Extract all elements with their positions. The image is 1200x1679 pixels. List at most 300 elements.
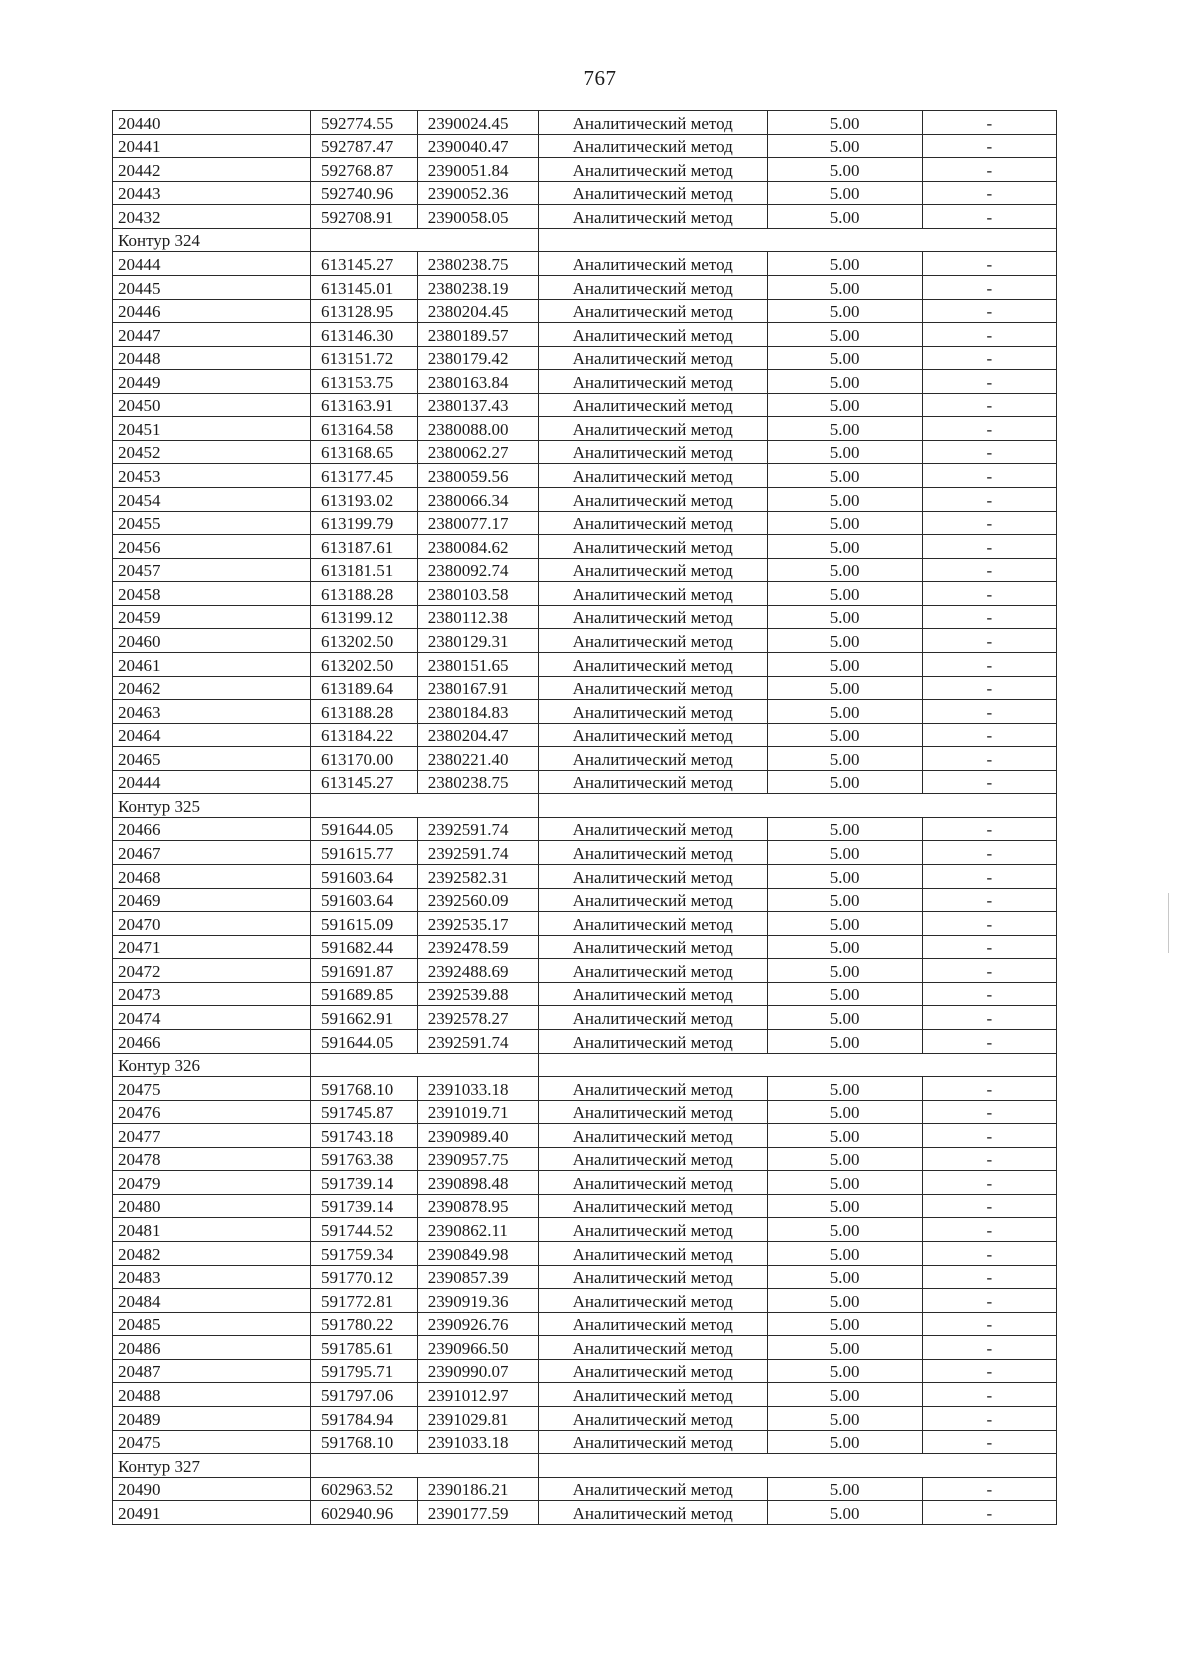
point-row (113, 1006, 1057, 1030)
accuracy-cell: 5.00 (767, 134, 922, 158)
x-coordinate-cell: 591759.34 (311, 1242, 418, 1266)
accuracy-cell: 5.00 (767, 1124, 922, 1148)
note-cell: - (922, 1359, 1056, 1383)
y-coordinate-cell: 2390051.84 (417, 158, 538, 182)
note-cell: - (922, 1430, 1056, 1454)
note-cell: - (922, 817, 1056, 841)
method-cell: Аналитический метод (538, 1171, 767, 1195)
method-cell: Аналитический метод (538, 1430, 767, 1454)
coordinates-table (112, 110, 1057, 1525)
point-id-cell: 20474 (113, 1006, 311, 1030)
x-coordinate-cell: 591743.18 (311, 1124, 418, 1148)
note-cell: - (922, 181, 1056, 205)
point-id-cell: 20450 (113, 393, 311, 417)
point-id-cell: 20444 (113, 252, 311, 276)
accuracy-cell: 5.00 (767, 1194, 922, 1218)
x-coordinate-cell: 613202.50 (311, 629, 418, 653)
x-coordinate-cell: 591739.14 (311, 1171, 418, 1195)
y-coordinate-cell: 2380238.19 (417, 275, 538, 299)
method-cell: Аналитический метод (538, 323, 767, 347)
method-cell: Аналитический метод (538, 1194, 767, 1218)
method-cell: Аналитический метод (538, 1147, 767, 1171)
note-cell: - (922, 1006, 1056, 1030)
x-coordinate-cell: 591644.05 (311, 1029, 418, 1053)
x-coordinate-cell: 592740.96 (311, 181, 418, 205)
point-id-cell: 20440 (113, 111, 311, 135)
method-cell: Аналитический метод (538, 205, 767, 229)
y-coordinate-cell: 2390862.11 (417, 1218, 538, 1242)
point-row (113, 865, 1057, 889)
method-cell: Аналитический метод (538, 1383, 767, 1407)
x-coordinate-cell: 591744.52 (311, 1218, 418, 1242)
empty-cell (311, 1454, 539, 1478)
accuracy-cell: 5.00 (767, 935, 922, 959)
point-id-cell: 20489 (113, 1406, 311, 1430)
y-coordinate-cell: 2390926.76 (417, 1312, 538, 1336)
point-id-cell: 20483 (113, 1265, 311, 1289)
point-row (113, 393, 1057, 417)
x-coordinate-cell: 592708.91 (311, 205, 418, 229)
x-coordinate-cell: 602940.96 (311, 1501, 418, 1525)
note-cell: - (922, 1100, 1056, 1124)
point-id-cell: 20451 (113, 417, 311, 441)
point-id-cell: 20453 (113, 464, 311, 488)
accuracy-cell: 5.00 (767, 205, 922, 229)
point-row (113, 323, 1057, 347)
x-coordinate-cell: 613187.61 (311, 535, 418, 559)
point-id-cell: 20466 (113, 1029, 311, 1053)
y-coordinate-cell: 2380221.40 (417, 747, 538, 771)
y-coordinate-cell: 2392591.74 (417, 817, 538, 841)
x-coordinate-cell: 591682.44 (311, 935, 418, 959)
note-cell: - (922, 488, 1056, 512)
point-id-cell: 20448 (113, 346, 311, 370)
point-id-cell: 20472 (113, 959, 311, 983)
point-id-cell: 20441 (113, 134, 311, 158)
note-cell: - (922, 1194, 1056, 1218)
note-cell: - (922, 111, 1056, 135)
method-cell: Аналитический метод (538, 440, 767, 464)
point-id-cell: 20469 (113, 888, 311, 912)
point-row (113, 1124, 1057, 1148)
x-coordinate-cell: 591745.87 (311, 1100, 418, 1124)
note-cell: - (922, 1265, 1056, 1289)
y-coordinate-cell: 2390024.45 (417, 111, 538, 135)
x-coordinate-cell: 591785.61 (311, 1336, 418, 1360)
accuracy-cell: 5.00 (767, 888, 922, 912)
point-id-cell: 20463 (113, 700, 311, 724)
contour-header-row (113, 794, 1057, 818)
point-id-cell: 20447 (113, 323, 311, 347)
x-coordinate-cell: 591603.64 (311, 865, 418, 889)
empty-cell (538, 228, 1056, 252)
point-row (113, 205, 1057, 229)
empty-cell (538, 1053, 1056, 1077)
x-coordinate-cell: 613164.58 (311, 417, 418, 441)
point-row (113, 841, 1057, 865)
y-coordinate-cell: 2392488.69 (417, 959, 538, 983)
method-cell: Аналитический метод (538, 252, 767, 276)
note-cell: - (922, 417, 1056, 441)
point-row (113, 1194, 1057, 1218)
x-coordinate-cell: 613177.45 (311, 464, 418, 488)
method-cell: Аналитический метод (538, 535, 767, 559)
accuracy-cell: 5.00 (767, 346, 922, 370)
point-row (113, 440, 1057, 464)
point-id-cell: 20444 (113, 770, 311, 794)
note-cell: - (922, 134, 1056, 158)
contour-label: Контур 325 (113, 794, 311, 818)
x-coordinate-cell: 613181.51 (311, 558, 418, 582)
point-id-cell: 20458 (113, 582, 311, 606)
y-coordinate-cell: 2391019.71 (417, 1100, 538, 1124)
point-row (113, 464, 1057, 488)
y-coordinate-cell: 2391012.97 (417, 1383, 538, 1407)
note-cell: - (922, 700, 1056, 724)
method-cell: Аналитический метод (538, 935, 767, 959)
note-cell: - (922, 676, 1056, 700)
y-coordinate-cell: 2380129.31 (417, 629, 538, 653)
note-cell: - (922, 841, 1056, 865)
note-cell: - (922, 393, 1056, 417)
accuracy-cell: 5.00 (767, 464, 922, 488)
method-cell: Аналитический метод (538, 181, 767, 205)
y-coordinate-cell: 2380059.56 (417, 464, 538, 488)
point-id-cell: 20467 (113, 841, 311, 865)
point-id-cell: 20445 (113, 275, 311, 299)
point-row (113, 700, 1057, 724)
y-coordinate-cell: 2391033.18 (417, 1077, 538, 1101)
point-row (113, 1406, 1057, 1430)
y-coordinate-cell: 2391033.18 (417, 1430, 538, 1454)
point-id-cell: 20432 (113, 205, 311, 229)
accuracy-cell: 5.00 (767, 323, 922, 347)
method-cell: Аналитический метод (538, 1289, 767, 1313)
point-row (113, 1289, 1057, 1313)
method-cell: Аналитический метод (538, 912, 767, 936)
accuracy-cell: 5.00 (767, 1006, 922, 1030)
method-cell: Аналитический метод (538, 1406, 767, 1430)
point-id-cell: 20449 (113, 370, 311, 394)
method-cell: Аналитический метод (538, 488, 767, 512)
point-id-cell: 20491 (113, 1501, 311, 1525)
point-row (113, 982, 1057, 1006)
accuracy-cell: 5.00 (767, 1029, 922, 1053)
accuracy-cell: 5.00 (767, 1147, 922, 1171)
point-id-cell: 20461 (113, 652, 311, 676)
point-row (113, 1077, 1057, 1101)
method-cell: Аналитический метод (538, 1029, 767, 1053)
point-id-cell: 20481 (113, 1218, 311, 1242)
accuracy-cell: 5.00 (767, 676, 922, 700)
method-cell: Аналитический метод (538, 652, 767, 676)
y-coordinate-cell: 2380066.34 (417, 488, 538, 512)
accuracy-cell: 5.00 (767, 865, 922, 889)
accuracy-cell: 5.00 (767, 1242, 922, 1266)
x-coordinate-cell: 591615.09 (311, 912, 418, 936)
accuracy-cell: 5.00 (767, 817, 922, 841)
note-cell: - (922, 770, 1056, 794)
y-coordinate-cell: 2380163.84 (417, 370, 538, 394)
y-coordinate-cell: 2392591.74 (417, 1029, 538, 1053)
x-coordinate-cell: 591770.12 (311, 1265, 418, 1289)
y-coordinate-cell: 2380167.91 (417, 676, 538, 700)
point-row (113, 1430, 1057, 1454)
point-row (113, 1383, 1057, 1407)
point-row (113, 817, 1057, 841)
method-cell: Аналитический метод (538, 723, 767, 747)
y-coordinate-cell: 2392560.09 (417, 888, 538, 912)
note-cell: - (922, 629, 1056, 653)
point-id-cell: 20476 (113, 1100, 311, 1124)
point-row (113, 275, 1057, 299)
y-coordinate-cell: 2380179.42 (417, 346, 538, 370)
accuracy-cell: 5.00 (767, 488, 922, 512)
contour-header-row (113, 228, 1057, 252)
point-id-cell: 20465 (113, 747, 311, 771)
note-cell: - (922, 652, 1056, 676)
point-row (113, 134, 1057, 158)
x-coordinate-cell: 613202.50 (311, 652, 418, 676)
y-coordinate-cell: 2390966.50 (417, 1336, 538, 1360)
accuracy-cell: 5.00 (767, 629, 922, 653)
note-cell: - (922, 1477, 1056, 1501)
note-cell: - (922, 1312, 1056, 1336)
accuracy-cell: 5.00 (767, 111, 922, 135)
point-id-cell: 20487 (113, 1359, 311, 1383)
y-coordinate-cell: 2380062.27 (417, 440, 538, 464)
method-cell: Аналитический метод (538, 817, 767, 841)
method-cell: Аналитический метод (538, 841, 767, 865)
y-coordinate-cell: 2390849.98 (417, 1242, 538, 1266)
empty-cell (538, 794, 1056, 818)
point-row (113, 1218, 1057, 1242)
note-cell: - (922, 1124, 1056, 1148)
x-coordinate-cell: 591768.10 (311, 1077, 418, 1101)
point-row (113, 676, 1057, 700)
x-coordinate-cell: 591772.81 (311, 1289, 418, 1313)
x-coordinate-cell: 613188.28 (311, 700, 418, 724)
y-coordinate-cell: 2380077.17 (417, 511, 538, 535)
point-row (113, 1336, 1057, 1360)
y-coordinate-cell: 2380151.65 (417, 652, 538, 676)
empty-cell (311, 1053, 539, 1077)
x-coordinate-cell: 613184.22 (311, 723, 418, 747)
note-cell: - (922, 1406, 1056, 1430)
point-id-cell: 20475 (113, 1077, 311, 1101)
accuracy-cell: 5.00 (767, 158, 922, 182)
contour-label: Контур 326 (113, 1053, 311, 1077)
accuracy-cell: 5.00 (767, 511, 922, 535)
method-cell: Аналитический метод (538, 959, 767, 983)
note-cell: - (922, 299, 1056, 323)
y-coordinate-cell: 2390990.07 (417, 1359, 538, 1383)
method-cell: Аналитический метод (538, 346, 767, 370)
accuracy-cell: 5.00 (767, 605, 922, 629)
x-coordinate-cell: 591763.38 (311, 1147, 418, 1171)
accuracy-cell: 5.00 (767, 1406, 922, 1430)
note-cell: - (922, 1336, 1056, 1360)
point-id-cell: 20452 (113, 440, 311, 464)
point-id-cell: 20473 (113, 982, 311, 1006)
contour-label: Контур 324 (113, 228, 311, 252)
point-id-cell: 20475 (113, 1430, 311, 1454)
method-cell: Аналитический метод (538, 1359, 767, 1383)
y-coordinate-cell: 2380092.74 (417, 558, 538, 582)
point-id-cell: 20442 (113, 158, 311, 182)
note-cell: - (922, 912, 1056, 936)
method-cell: Аналитический метод (538, 1242, 767, 1266)
note-cell: - (922, 275, 1056, 299)
x-coordinate-cell: 613145.01 (311, 275, 418, 299)
point-row (113, 1171, 1057, 1195)
point-id-cell: 20470 (113, 912, 311, 936)
note-cell: - (922, 370, 1056, 394)
x-coordinate-cell: 613199.79 (311, 511, 418, 535)
method-cell: Аналитический метод (538, 1336, 767, 1360)
y-coordinate-cell: 2390878.95 (417, 1194, 538, 1218)
method-cell: Аналитический метод (538, 605, 767, 629)
note-cell: - (922, 723, 1056, 747)
point-row (113, 417, 1057, 441)
x-coordinate-cell: 591691.87 (311, 959, 418, 983)
accuracy-cell: 5.00 (767, 181, 922, 205)
point-id-cell: 20471 (113, 935, 311, 959)
note-cell: - (922, 464, 1056, 488)
point-id-cell: 20478 (113, 1147, 311, 1171)
point-row (113, 629, 1057, 653)
note-cell: - (922, 1147, 1056, 1171)
note-cell: - (922, 1383, 1056, 1407)
accuracy-cell: 5.00 (767, 299, 922, 323)
point-row (113, 181, 1057, 205)
accuracy-cell: 5.00 (767, 1336, 922, 1360)
point-row (113, 959, 1057, 983)
method-cell: Аналитический метод (538, 888, 767, 912)
x-coordinate-cell: 602963.52 (311, 1477, 418, 1501)
x-coordinate-cell: 591644.05 (311, 817, 418, 841)
point-row (113, 912, 1057, 936)
x-coordinate-cell: 591784.94 (311, 1406, 418, 1430)
point-row (113, 582, 1057, 606)
method-cell: Аналитический метод (538, 1477, 767, 1501)
accuracy-cell: 5.00 (767, 1265, 922, 1289)
point-id-cell: 20486 (113, 1336, 311, 1360)
note-cell: - (922, 888, 1056, 912)
point-id-cell: 20443 (113, 181, 311, 205)
method-cell: Аналитический метод (538, 393, 767, 417)
note-cell: - (922, 605, 1056, 629)
y-coordinate-cell: 2380137.43 (417, 393, 538, 417)
x-coordinate-cell: 592768.87 (311, 158, 418, 182)
y-coordinate-cell: 2391029.81 (417, 1406, 538, 1430)
method-cell: Аналитический метод (538, 275, 767, 299)
point-row (113, 1265, 1057, 1289)
method-cell: Аналитический метод (538, 700, 767, 724)
accuracy-cell: 5.00 (767, 558, 922, 582)
point-id-cell: 20484 (113, 1289, 311, 1313)
point-id-cell: 20466 (113, 817, 311, 841)
point-row (113, 1100, 1057, 1124)
y-coordinate-cell: 2392591.74 (417, 841, 538, 865)
point-id-cell: 20446 (113, 299, 311, 323)
point-row (113, 1312, 1057, 1336)
y-coordinate-cell: 2392478.59 (417, 935, 538, 959)
method-cell: Аналитический метод (538, 464, 767, 488)
point-row (113, 935, 1057, 959)
point-row (113, 605, 1057, 629)
note-cell: - (922, 558, 1056, 582)
method-cell: Аналитический метод (538, 865, 767, 889)
note-cell: - (922, 535, 1056, 559)
note-cell: - (922, 1242, 1056, 1266)
point-row (113, 747, 1057, 771)
point-row (113, 770, 1057, 794)
empty-cell (538, 1454, 1056, 1478)
accuracy-cell: 5.00 (767, 1501, 922, 1525)
point-row (113, 511, 1057, 535)
accuracy-cell: 5.00 (767, 700, 922, 724)
empty-cell (311, 228, 539, 252)
method-cell: Аналитический метод (538, 582, 767, 606)
y-coordinate-cell: 2390957.75 (417, 1147, 538, 1171)
note-cell: - (922, 935, 1056, 959)
y-coordinate-cell: 2392535.17 (417, 912, 538, 936)
point-row (113, 111, 1057, 135)
point-id-cell: 20464 (113, 723, 311, 747)
method-cell: Аналитический метод (538, 1501, 767, 1525)
x-coordinate-cell: 592787.47 (311, 134, 418, 158)
y-coordinate-cell: 2380184.83 (417, 700, 538, 724)
method-cell: Аналитический метод (538, 111, 767, 135)
x-coordinate-cell: 591795.71 (311, 1359, 418, 1383)
note-cell: - (922, 252, 1056, 276)
method-cell: Аналитический метод (538, 511, 767, 535)
point-row (113, 1242, 1057, 1266)
point-row (113, 370, 1057, 394)
x-coordinate-cell: 613189.64 (311, 676, 418, 700)
accuracy-cell: 5.00 (767, 535, 922, 559)
accuracy-cell: 5.00 (767, 417, 922, 441)
note-cell: - (922, 158, 1056, 182)
accuracy-cell: 5.00 (767, 370, 922, 394)
x-coordinate-cell: 591615.77 (311, 841, 418, 865)
x-coordinate-cell: 613153.75 (311, 370, 418, 394)
scan-artifact-line (1168, 893, 1169, 953)
page-number: 767 (583, 66, 617, 90)
x-coordinate-cell: 591768.10 (311, 1430, 418, 1454)
point-id-cell: 20462 (113, 676, 311, 700)
accuracy-cell: 5.00 (767, 652, 922, 676)
note-cell: - (922, 346, 1056, 370)
y-coordinate-cell: 2390857.39 (417, 1265, 538, 1289)
note-cell: - (922, 1218, 1056, 1242)
y-coordinate-cell: 2380204.47 (417, 723, 538, 747)
accuracy-cell: 5.00 (767, 1218, 922, 1242)
accuracy-cell: 5.00 (767, 982, 922, 1006)
x-coordinate-cell: 613146.30 (311, 323, 418, 347)
point-row (113, 723, 1057, 747)
y-coordinate-cell: 2380088.00 (417, 417, 538, 441)
empty-cell (311, 794, 539, 818)
accuracy-cell: 5.00 (767, 959, 922, 983)
x-coordinate-cell: 591780.22 (311, 1312, 418, 1336)
note-cell: - (922, 747, 1056, 771)
y-coordinate-cell: 2390040.47 (417, 134, 538, 158)
accuracy-cell: 5.00 (767, 1359, 922, 1383)
point-row (113, 299, 1057, 323)
point-id-cell: 20455 (113, 511, 311, 535)
